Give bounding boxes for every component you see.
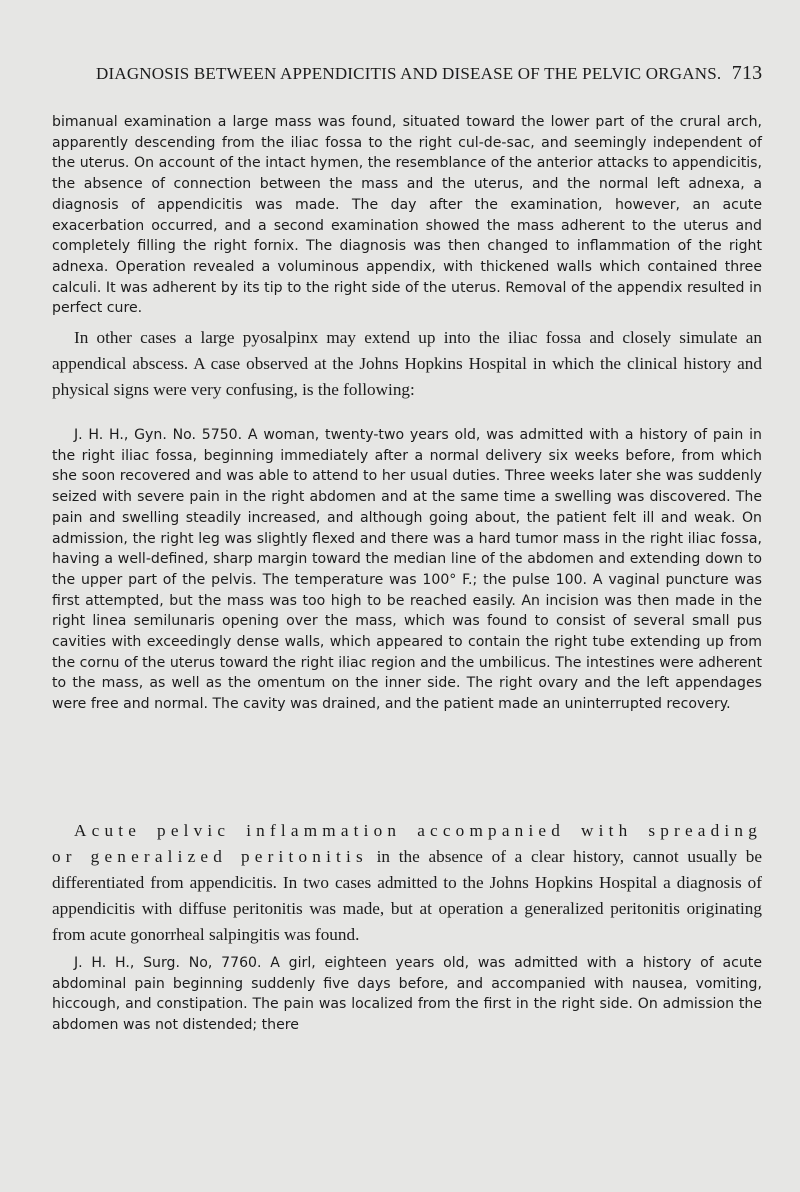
paragraph-text: J. H. H., Gyn. No. 5750. A woman, twenty-two years old, was admitted with a history of pain in the right iliac fossa, beginning immediately after a normal delivery six weeks before, from which she soon recovered and was able to attend to her usual duties. Three weeks later she was suddenly seized with severe pain in the right abdomen and at the same time a swelling was discovered. The pain and swelling steadily increased, and although going about, the patient felt ill and weak. On admission, the right leg was slightly flexed and there was a hard tumor mass in the right iliac fossa, having a well-defined, sharp margin toward the median line of the abdomen and extending down to the upper part of the pelvis. The temperature was 100° F.; the pulse 100. A vaginal puncture was first attempted, but the mass was too high to be reached easily. An incision was then made in the right linea semilunaris opening over the mass, which was found to consist of several small pus cavities with exceedingly dense walls, which appeared to contain the right tube extending up from the cornu of the uterus toward the right iliac region and the umbilicus. The intestines were adherent to the mass, as well as the omentum on the inner side. The right ovary and the left appendages were free and normal. The cavity was drained, and the patient made an uninterrupted recovery. <box>52 427 762 713</box>
page-number: 713 <box>731 62 763 84</box>
paragraph-text <box>52 818 762 948</box>
emphasized-phrase: Acute pelvic inflammation accompanied with spreading or generalized peritonitis <box>52 821 762 866</box>
paragraph-acute-pelvic-inflammation <box>52 818 762 948</box>
paragraph-remainder: in the absence of a clear history, cannot usually be differentiated from appendicitis. In two cases admitted to the Johns Hopkins Hospital a diagnosis of appendicitis with diffuse peritonitis was made, but at operation a generalized peritonitis originating from acute gonorrheal salpingitis was found. <box>52 847 762 944</box>
paragraph-pyosalpinx <box>52 325 762 403</box>
running-head-title: DIAGNOSIS BETWEEN APPENDICITIS AND DISEASE OF THE PELVIC ORGANS. <box>96 64 722 83</box>
paragraph-text: bimanual examination a large mass was found, situated toward the lower part of the crural arch, apparently descending from the iliac fossa to the right cul-de-sac, and seemingly independent of the uterus. On account of the intact hymen, the resemblance of the anterior attacks to appendicitis, the absence of connection between the mass and the uterus, and the normal left adnexa, a diagnosis of appendicitis was made. The day after the examination, however, an acute exacerbation occurred, and a second examination showed the mass adherent to the uterus and completely filling the right fornix. The diagnosis was then changed to inflammation of the right adnexa. Operation revealed a voluminous appendix, with thickened walls which contained three calculi. It was adherent by its tip to the right side of the uterus. Removal of the appendix resulted in perfect cure. <box>52 114 762 317</box>
paragraph-text: In other cases a large pyosalpinx may extend up into the iliac fossa and closely simulate an appendical abscess. A case observed at the Johns Hopkins Hospital in which the clinical history and physical signs were very confusing, is the following: <box>52 328 762 399</box>
paragraph-continuation <box>52 112 762 319</box>
paragraph-text: J. H. H., Surg. No, 7760. A girl, eighteen years old, was admitted with a history of acute abdominal pain beginning suddenly five days before, and accompanied with nausea, vomiting, hiccough, and constipation. The pain was localized from the first in the right side. On admission the abdomen was not distended; there <box>52 955 762 1034</box>
case-report-gyn-5750 <box>52 425 762 715</box>
running-head <box>96 62 768 85</box>
case-report-surg-7760 <box>52 953 762 1036</box>
